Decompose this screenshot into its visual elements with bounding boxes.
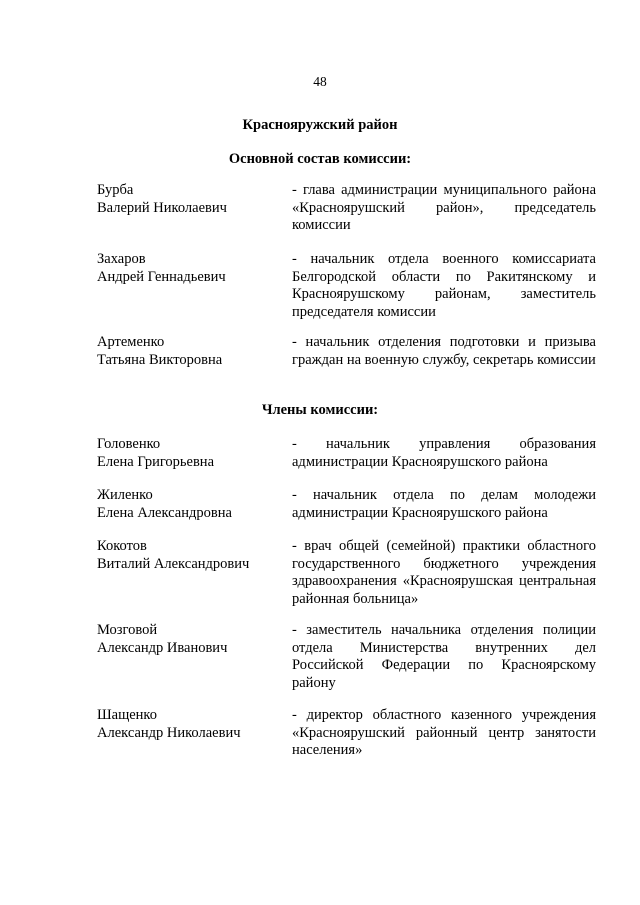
member-role: - начальник управления образования администрации Красноярушского района (292, 436, 596, 470)
member-name (97, 622, 282, 657)
member-surname: Кокотов (97, 538, 147, 554)
member-given-name: Елена Александровна (97, 504, 232, 521)
member-given-name: Татьяна Викторовна (97, 351, 223, 368)
member-name (97, 487, 282, 522)
member-name (97, 436, 282, 471)
members-heading: Члены комиссии: (261, 402, 379, 418)
member-surname: Бурба (97, 182, 134, 198)
member-role: - заместитель начальника отделения полиции отдела Министерства внутренних дел Российской Федерации по Красноярскому району (292, 622, 596, 691)
member-role: - начальник отдела военного комиссариата Белгородской области по Ракитянскому и Красноярушскому районам, заместитель председателя комиссии (292, 251, 596, 320)
member-given-name: Виталий Александрович (97, 555, 250, 572)
page-title: Краснояружский район (242, 117, 398, 133)
member-name (97, 538, 282, 573)
member-given-name: Александр Иванович (97, 639, 228, 656)
member-name (97, 182, 282, 217)
member-given-name: Андрей Геннадьевич (97, 268, 226, 285)
member-name (97, 334, 282, 369)
member-role: - начальник отделения подготовки и призыва граждан на военную службу, секретарь комиссии (292, 334, 596, 368)
member-name (97, 251, 282, 286)
page-number: 48 (313, 74, 327, 89)
member-surname: Головенко (97, 436, 161, 452)
member-surname: Захаров (97, 251, 146, 267)
member-given-name: Валерий Николаевич (97, 199, 227, 216)
member-surname: Шащенко (97, 707, 157, 723)
member-role: - директор областного казенного учреждения «Красноярушский районный центр занятости населения» (292, 707, 596, 758)
member-given-name: Александр Николаевич (97, 724, 241, 741)
member-surname: Мозговой (97, 622, 158, 638)
member-role: - начальник отдела по делам молодежи администрации Красноярушского района (292, 487, 596, 521)
member-surname: Жиленко (97, 487, 153, 503)
member-given-name: Елена Григорьевна (97, 453, 215, 470)
main-composition-heading: Основной состав комиссии: (228, 151, 412, 167)
member-surname: Артеменко (97, 334, 165, 350)
member-role: - глава администрации муниципального района «Красноярушский район», председатель комиссии (292, 182, 596, 233)
member-role: - врач общей (семейной) практики областного государственного бюджетного учреждения здравоохранения «Красноярушская центральная районная больница» (292, 538, 596, 607)
member-name (97, 707, 282, 742)
